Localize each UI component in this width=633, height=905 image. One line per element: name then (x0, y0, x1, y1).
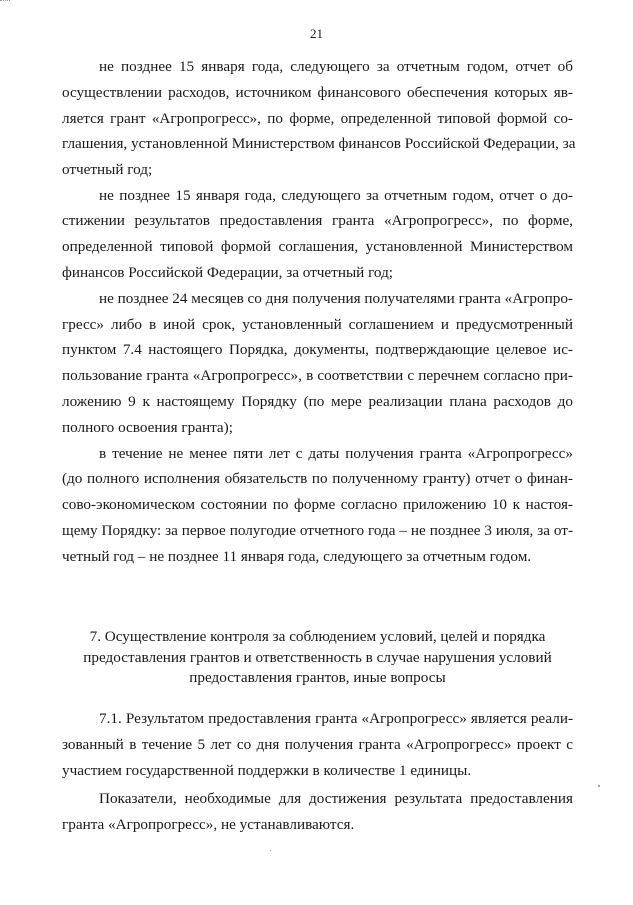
text-line: не позднее 15 января года, следующего за отчетным годом, отчет об (99, 58, 573, 75)
text-line: отчетный год; (62, 161, 153, 178)
text-line: не позднее 15 января года, следующего за отчетным годом, отчет о до- (99, 187, 573, 204)
text-line: Показатели, необходимые для достижения результата предоставления (99, 790, 573, 807)
text-line: полного освоения гранта); (62, 419, 233, 436)
page-number: 21 (310, 26, 323, 41)
text-line: гресс» либо в иной срок, установленный соглашением и предусмотренный (62, 316, 573, 333)
text-line: ложению 9 к настоящему Порядку (по мере реализации плана расходов до (62, 393, 573, 410)
text-line: (до полного исполнения обязательств по полученному гранту) отчет о финан- (62, 470, 573, 487)
text-line: 7.1. Результатом предоставления гранта «Агропрогресс» является реали- (99, 710, 573, 727)
text-line: глашения, установленной Министерством финансов Российской Федерации, за (62, 135, 576, 152)
text-line: щему Порядку: за первое полугодие отчетного года – не позднее 3 июля, за от- (62, 522, 573, 539)
text-line: участием государственной поддержки в количестве 1 единицы. (62, 762, 472, 779)
text-line: определенной типовой формой соглашения, установленной Министерством (62, 238, 573, 255)
section-heading-line: предоставления грантов и ответственность в случае нарушения условий (83, 649, 552, 666)
text-line: пользование гранта «Агропрогресс», в соответствии с перечнем согласно при- (62, 367, 573, 384)
scan-speck (598, 785, 600, 787)
scan-corner-mark (0, 0, 10, 4)
text-line: сово-экономическом состоянии по форме согласно приложению 10 к настоя- (62, 496, 573, 513)
text-line: осуществлении расходов, источником финансового обеспечения которых яв- (62, 84, 573, 101)
scan-speck (270, 850, 271, 851)
text-line: пунктом 7.4 настоящего Порядка, документы, подтверждающие целевое ис- (62, 341, 573, 358)
text-line: четный год – не позднее 11 января года, следующего за отчетным годом. (62, 548, 532, 565)
text-line: в течение не менее пяти лет с даты получения гранта «Агропрогресс» (99, 445, 573, 462)
text-line: не позднее 24 месяцев со дня получения получателями гранта «Агропро- (99, 290, 573, 307)
text-line: гранта «Агропрогресс», не устанавливаются. (62, 816, 355, 833)
text-line: зованный в течение 5 лет со дня получения гранта «Агропрогресс» проект с (62, 736, 573, 753)
section-heading-line: 7. Осуществление контроля за соблюдением условий, целей и порядка (89, 628, 546, 645)
text-line: финансов Российской Федерации, за отчетный год; (62, 264, 394, 281)
text-line: ляется грант «Агропрогресс», по форме, определенной типовой формой со- (62, 110, 573, 127)
section-heading-line: предоставления грантов, иные вопросы (189, 669, 446, 686)
text-line: стижении результатов предоставления гранта «Агропрогресс», по форме, (62, 212, 573, 229)
